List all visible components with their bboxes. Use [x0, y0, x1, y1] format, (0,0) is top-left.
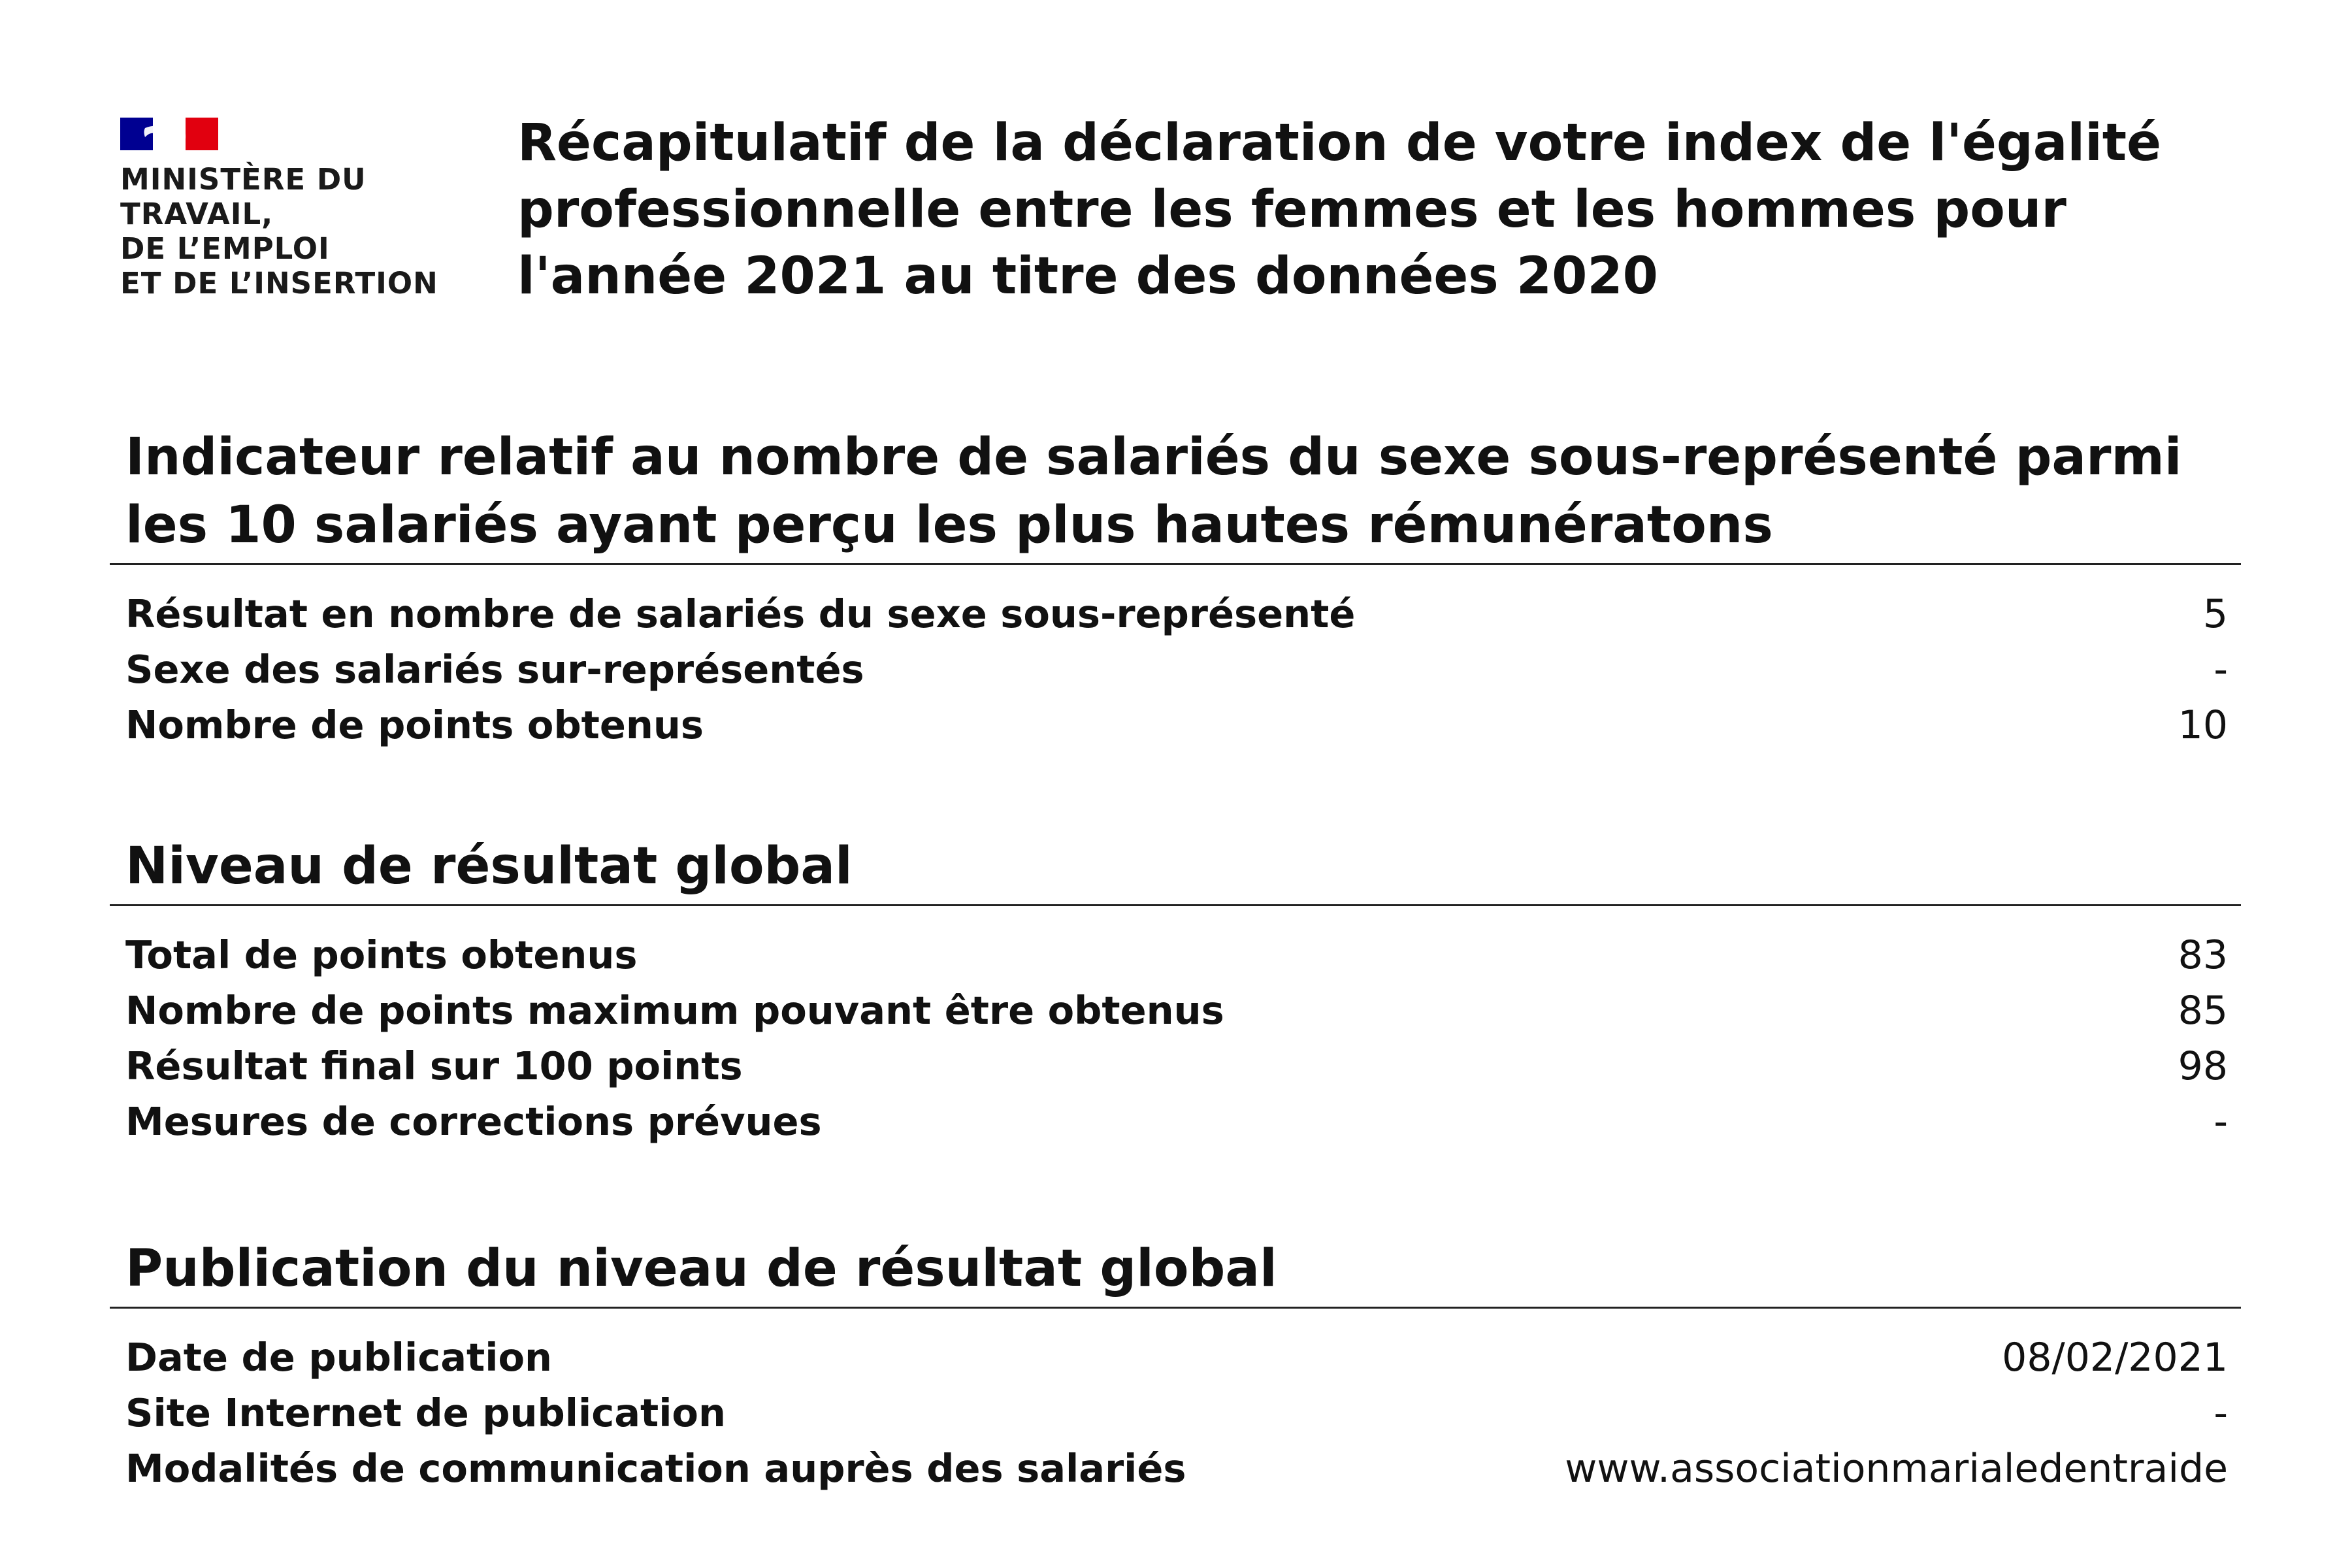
row-value: 85 [2178, 988, 2228, 1034]
section-heading: Indicateur relatif au nombre de salariés du sexe sous-représenté parmi les 10 salariés ayant perçu les plus hautes rémunératons [110, 423, 2241, 565]
page-title: Récapitulatif de la déclaration de votre index de l'égalité professionnelle entre les femmes et les hommes pour l'année 2021 au titre des données 2020 [517, 114, 2161, 306]
table-row [110, 927, 2241, 983]
row-label: Total de points obtenus [125, 932, 638, 977]
section-rows [110, 927, 2241, 1149]
section-heading: Publication du niveau de résultat global [110, 1235, 2241, 1309]
row-value: - [2213, 1390, 2228, 1436]
row-value: 83 [2178, 932, 2228, 978]
section-indicator [110, 423, 2241, 753]
table-row [110, 1441, 2241, 1496]
ministry-name [120, 162, 460, 301]
logo-line: TRAVAIL, [120, 197, 274, 231]
table-row [110, 983, 2241, 1038]
section-global-result [110, 832, 2241, 1149]
row-value: 98 [2178, 1043, 2228, 1089]
table-row [110, 697, 2241, 753]
row-value: - [2213, 1099, 2228, 1145]
row-label: Date de publication [125, 1335, 553, 1380]
table-row [110, 642, 2241, 697]
section-publication [110, 1235, 2241, 1496]
logo-line: MINISTÈRE DU [120, 162, 367, 197]
row-label: Sexe des salariés sur-représentés [125, 647, 864, 692]
table-row [110, 586, 2241, 642]
row-value: 5 [2202, 591, 2228, 637]
ministry-logo [120, 115, 460, 301]
section-rows [110, 1330, 2241, 1496]
row-label: Nombre de points maximum pouvant être obtenus [125, 988, 1224, 1033]
row-label: Site Internet de publication [125, 1390, 726, 1435]
table-row [110, 1330, 2241, 1385]
marianne-flag-icon [120, 115, 218, 153]
row-value: www.associationmarialedentraide [1565, 1446, 2228, 1492]
row-label: Modalités de communication auprès des salariés [125, 1446, 1186, 1491]
row-value: 10 [2178, 702, 2228, 748]
row-value: 08/02/2021 [2002, 1335, 2228, 1380]
section-heading: Niveau de résultat global [110, 832, 2241, 906]
logo-line: DE L’EMPLOI [120, 231, 330, 266]
row-label: Résultat final sur 100 points [125, 1043, 743, 1088]
row-label: Mesures de corrections prévues [125, 1099, 822, 1144]
row-label: Nombre de points obtenus [125, 702, 704, 747]
row-value: - [2213, 647, 2228, 693]
section-rows [110, 586, 2241, 753]
logo-line: ET DE L’INSERTION [120, 266, 438, 301]
table-row [110, 1094, 2241, 1149]
row-label: Résultat en nombre de salariés du sexe sous-représenté [125, 591, 1356, 636]
table-row [110, 1385, 2241, 1441]
table-row [110, 1038, 2241, 1094]
